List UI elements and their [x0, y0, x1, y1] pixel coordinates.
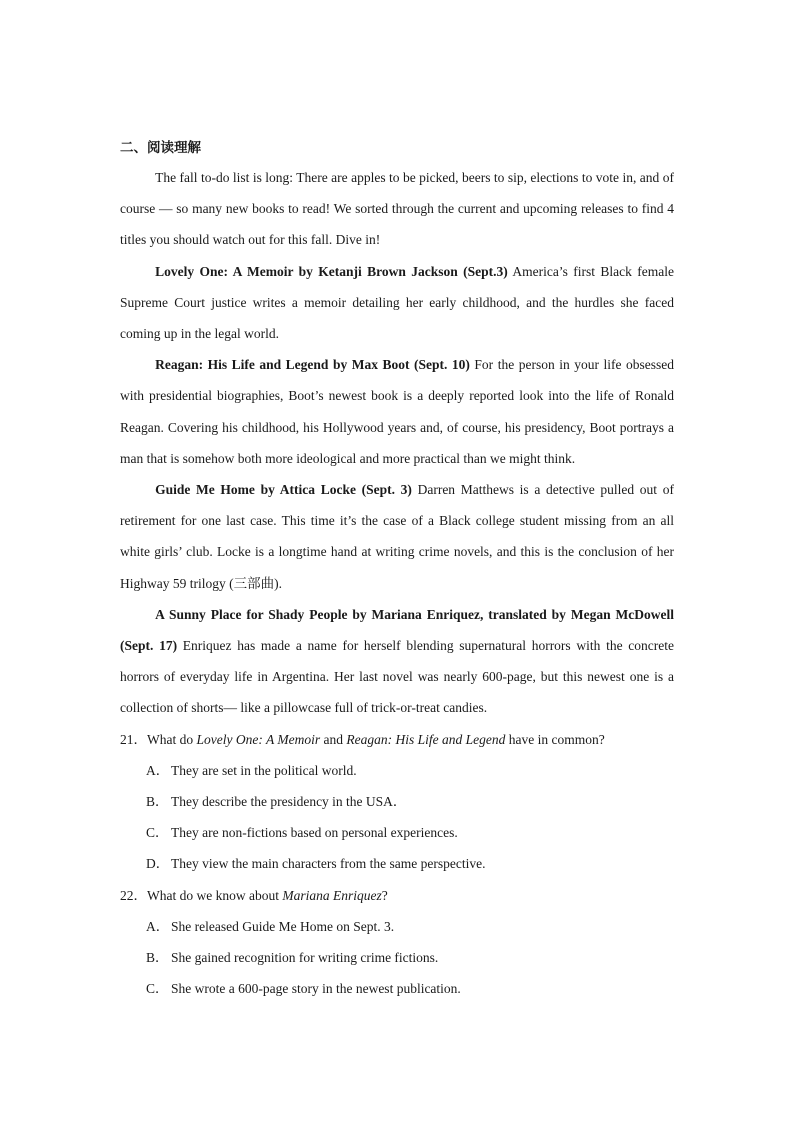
book-heading: Reagan: His Life and Legend by Max Boot (Sept. 10): [155, 357, 470, 373]
book-description: For the person in your life obsessed with presidential biographies, Boot’s newest book is a deeply reported look into the life of Ronald Reagan. Covering his childhood, his Hollywood years and, of course, his presidency, Boot portrays a man that is somehow both more ideological and more practical than we might think.: [120, 357, 675, 466]
option-text: She gained recognition for writing crime fictions.: [171, 950, 439, 966]
document-page: [120, 138, 674, 1004]
book-description: Enriquez has made a name for herself blending supernatural horrors with the concrete horrors of everyday life in Argentina. Her last novel was nearly 600-page, but this newest one is a collection of shorts— like a pillowcase full of trick-or-treat candies.: [120, 638, 674, 716]
option-text: She wrote a 600-page story in the newest publication.: [171, 981, 461, 997]
option-22b[interactable]: [120, 942, 674, 973]
option-text: They describe the presidency in the USA．: [171, 794, 407, 810]
question-stem: have in common?: [505, 731, 605, 747]
book-heading: A Sunny Place for Shady People by Mariana Enriquez, translated by Megan McDowell (Sept. 17): [120, 606, 674, 654]
book-heading: Lovely One: A Memoir by Ketanji Brown Jackson (Sept.3): [155, 263, 508, 279]
question-number: 21．: [120, 731, 147, 747]
book-paragraph-1: [120, 256, 674, 350]
option-21d[interactable]: [120, 848, 674, 879]
option-letter: D．: [146, 856, 170, 872]
option-text: They are non-fictions based on personal experiences.: [171, 825, 458, 841]
question-stem: ?: [381, 887, 388, 903]
book-paragraph-3: [120, 474, 674, 599]
intro-paragraph: The fall to-do list is long: There are apples to be picked, beers to sip, elections to vote in, and of course — so many new books to read! We sorted through the current and upcoming releases to find 4 titles you should watch out for this fall. Dive in!: [120, 170, 674, 248]
option-letter: A．: [146, 918, 170, 934]
book-description: America’s first Black female Supreme Court justice writes a memoir detailing her early childhood, and the hurdles she faced coming up in the legal world.: [120, 263, 674, 342]
question-title-ref: Lovely One: A Memoir: [196, 731, 321, 747]
option-letter: C．: [146, 825, 169, 841]
section-title: 二、阅读理解: [120, 140, 201, 155]
option-text: They are set in the political world.: [171, 762, 357, 778]
option-21a[interactable]: [120, 755, 674, 786]
book-paragraph-4: [120, 599, 674, 724]
option-letter: B．: [146, 950, 169, 966]
book-description: Darren Matthews is a detective pulled out of retirement for one last case. This time it’s the case of a Black college student missing from an all white girls’ club. Locke is a longtime hand at writing crime novels, and this is the conclusion of her Highway 59 trilogy (三部曲).: [120, 482, 674, 591]
question-22: [120, 880, 674, 911]
question-stem: What do: [147, 731, 197, 747]
book-paragraph-2: [120, 349, 674, 474]
option-letter: A．: [146, 762, 170, 778]
option-22c[interactable]: [120, 973, 674, 1004]
question-number: 22．: [120, 887, 147, 903]
option-text: She released Guide Me Home on Sept. 3.: [171, 918, 395, 934]
option-letter: B．: [146, 794, 169, 810]
option-text: They view the main characters from the same perspective.: [171, 856, 486, 872]
option-letter: C．: [146, 981, 169, 997]
option-22a[interactable]: [120, 911, 674, 942]
option-21c[interactable]: [120, 817, 674, 848]
question-21: [120, 724, 674, 755]
question-stem: and: [320, 731, 347, 747]
book-heading: Guide Me Home by Attica Locke (Sept. 3): [155, 482, 412, 498]
option-21b[interactable]: [120, 786, 674, 817]
question-title-ref: Reagan: His Life and Legend: [346, 731, 506, 747]
question-name-ref: Mariana Enriquez: [282, 887, 382, 903]
question-stem: What do we know about: [147, 887, 283, 903]
